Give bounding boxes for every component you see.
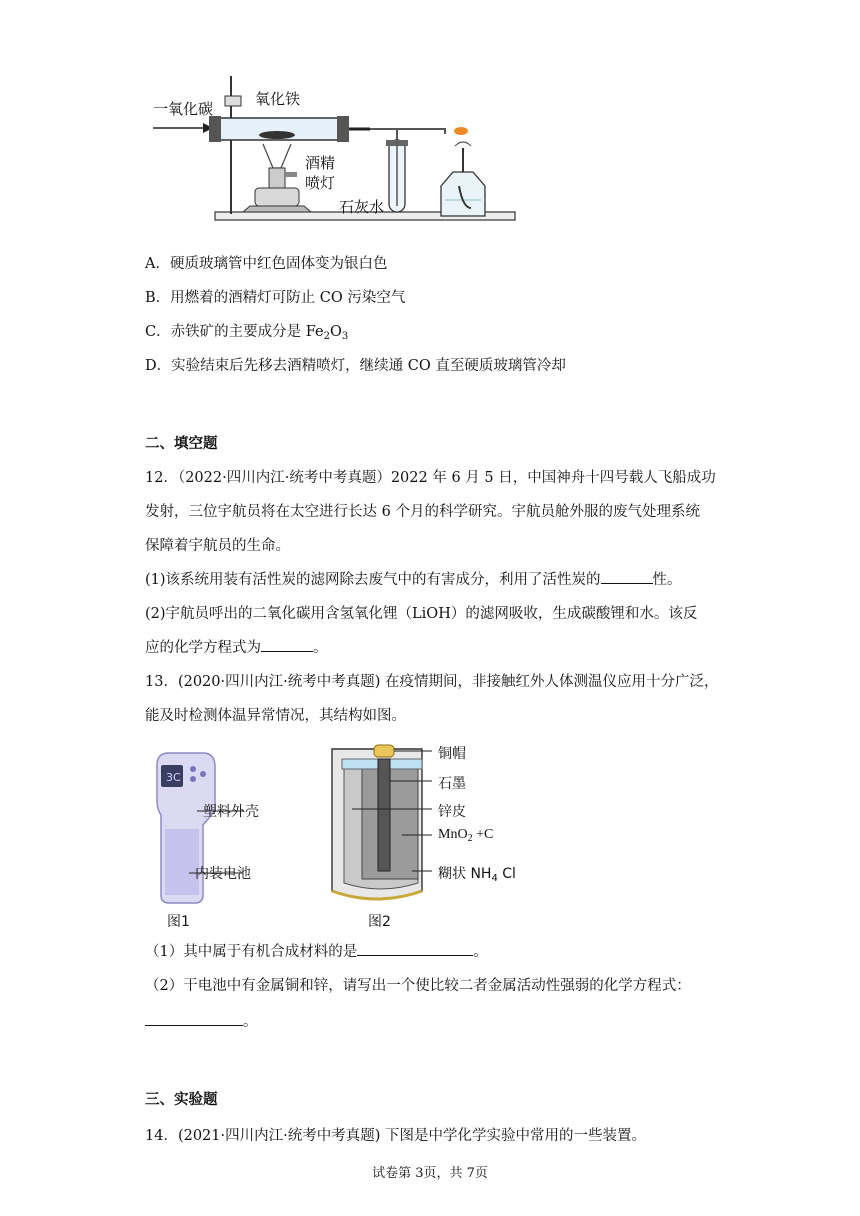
option-c: C．赤铁矿的主要成分是 $Fe_2O_3$ [145, 324, 349, 342]
limewater-label: 石灰水 [339, 198, 385, 216]
dry-battery-figure [322, 735, 552, 935]
co-label: 一氧化碳 [153, 100, 214, 118]
q13-sub2-line1: （2）干电池中有金属铜和锌，请写出一个使比较二者金属活动性强弱的化学方程式： [145, 978, 691, 994]
thermo-label-battery: 内装电池 [195, 866, 251, 882]
q12-line2: 发射，三位宇航员将在太空进行长达 6 个月的科学研究。宇航员舱外服的废气处理系统 [145, 504, 700, 520]
battery-label-zinc: 锌皮 [438, 804, 466, 820]
page-footer: 试卷第 3页，共 7页 [372, 1166, 488, 1181]
q13-blank-2[interactable] [145, 1011, 243, 1026]
q13-line1: 13．(2020·四川内江·统考中考真题) 在疫情期间，非接触红外人体测温仪应用十分广泛， [145, 674, 719, 690]
apparatus-drawing [145, 68, 525, 228]
section-2-title: 二、填空题 [145, 435, 218, 452]
battery-label-cap: 铜帽 [438, 746, 466, 762]
q13-sub2-line2: 。 [145, 1010, 258, 1031]
q13-sub1: （1）其中属于有机合成材料的是 。 [145, 940, 488, 961]
battery-label-graphite: 石墨 [438, 776, 466, 792]
q12-sub2-line2: 应的化学方程式为 。 [145, 636, 328, 657]
lamp-label-2: 喷灯 [305, 174, 336, 192]
caption-fig2: 图2 [368, 914, 391, 930]
q13-line2: 能及时检测体温异常情况，其结构如图。 [145, 708, 406, 724]
thermometer-figure [145, 745, 305, 935]
option-a: A．硬质玻璃管中红色固体变为银白色 [145, 256, 388, 272]
fe2o3-label: 氧化铁 [255, 90, 301, 108]
q12-blank-2[interactable] [261, 637, 313, 652]
q12-sub2-line1: (2)宇航员呼出的二氧化碳用含氢氧化锂（LiOH）的滤网吸收，生成碳酸锂和水。该反 [145, 606, 698, 622]
q12-line3: 保障着宇航员的生命。 [145, 538, 290, 554]
option-b: B．用燃着的酒精灯可防止 CO 污染空气 [145, 290, 406, 306]
battery-label-mno2: MnO$_2$ +C [438, 827, 494, 844]
q12-sub1: (1)该系统用装有活性炭的滤网除去废气中的有害成分，利用了活性炭的 性。 [145, 568, 682, 589]
q13-blank-1[interactable] [357, 941, 473, 956]
battery-label-nh4cl: 糊状 $NH_4$ Cl [438, 866, 516, 884]
thermo-label-shell: 塑料外壳 [203, 804, 259, 820]
caption-fig1: 图1 [167, 914, 190, 930]
co-reduction-apparatus-figure [145, 68, 525, 228]
q14-line1: 14．(2021·四川内江·统考中考真题) 下图是中学化学实验中常用的一些装置。 [145, 1128, 646, 1144]
svg-text:3C: 3C [166, 771, 181, 784]
section-3-title: 三、实验题 [145, 1091, 218, 1108]
option-d: D．实验结束后先移去酒精喷灯，继续通 CO 直至硬质玻璃管冷却 [145, 358, 566, 374]
battery-drawing [322, 735, 552, 935]
q12-blank-1[interactable] [601, 569, 653, 584]
lamp-label-1: 酒精 [305, 154, 336, 172]
q12-line1: 12．（2022·四川内江·统考中考真题）2022 年 6 月 5 日，中国神舟十四号载人飞船成功 [145, 470, 716, 486]
thermometer-drawing [145, 745, 305, 935]
